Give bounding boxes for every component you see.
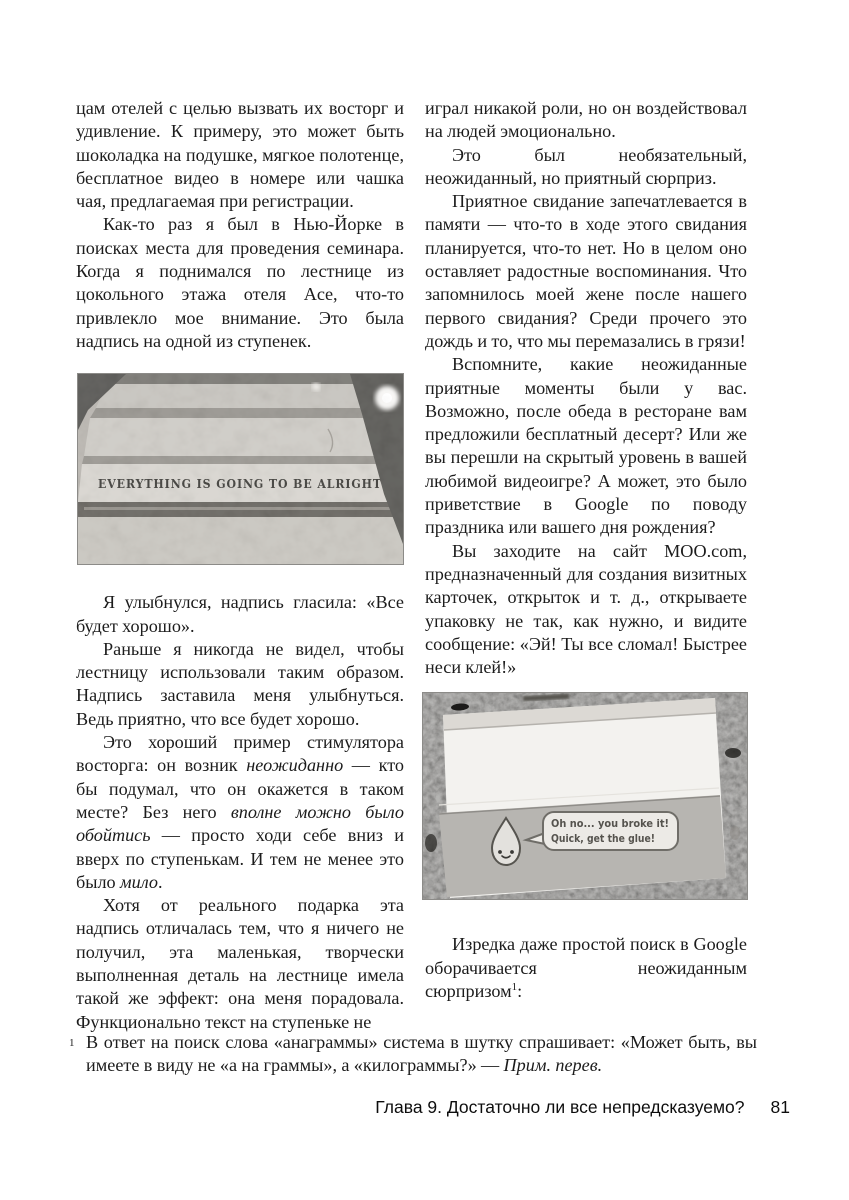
paragraph: Как-то раз я был в Нью-Йорке в поисках места для проведения семинара. Когда я поднимался по лестнице из цокольного этажа отеля Ace, что-то привлекло мое внимание. Это была надпись на одной из ступенек. — [76, 214, 404, 351]
page-number: 81 — [770, 1097, 790, 1117]
paragraph: Вы заходите на сайт MOO.com, предназначенный для создания визитных карточек, открыток и т. д., открываете упаковку не так, как нужно, и видите сообщение: «Эй! Ты все сломал! Быстрее неси клей!» — [425, 540, 747, 678]
paragraph: Вспомните, какие неожиданные приятные моменты были у вас. Возможно, после обеда в ресторане вам предложили бесплатный десерт? Или же вы перешли на скрытый уровень в вашей любимой видеоигре? А может, это было приветствие в Google по поводу праздника или вашего дня рождения? — [425, 354, 747, 538]
paragraph: Я улыбнулся, надпись гласила: «Все будет хорошо». — [76, 592, 404, 636]
right-column-upper-text — [425, 97, 747, 679]
stairs-photo-figure — [77, 373, 404, 565]
right-column — [425, 97, 747, 1003]
left-column-lower-text — [76, 591, 404, 1034]
droplet-eye-left — [498, 851, 502, 855]
paragraph: цам отелей с целью вызвать их восторг и удивление. К примеру, это может быть шоколадка на подушке, мягкое полотенце, бесплатное видео в номере или чашка чая, предлагаемая при регистрации. — [76, 98, 404, 212]
running-chapter-title: Глава 9. Достаточно ли все непредсказуемо? — [375, 1097, 745, 1117]
paragraph: Это хороший пример стимулятора восторга: он возник неожиданно — кто бы подумал, что он окажется в таком месте? Без него вполне можно было обойтись — просто ходи себе вниз и вверх по ступенькам. И тем не менее это было мило. — [76, 732, 405, 892]
page-footer — [76, 1097, 790, 1118]
stair-step-text: EVERYTHING IS GOING TO BE ALRIGHT — [98, 477, 382, 492]
stairs-photo — [77, 373, 404, 565]
footnote — [65, 1031, 757, 1078]
paragraph: Изредка даже простой поиск в Google оборачивается неожиданным сюрпризом$^1$: — [425, 934, 747, 1002]
footnote-text — [86, 1031, 757, 1078]
left-column-upper-text — [76, 97, 404, 353]
paragraph: Хотя от реального подарка эта надпись отличалась тем, что я ничего не получил, эта маленькая, творчески выполненная деталь на лестнице имела такой же эффект: она меня порадовала. Функционально текст на ступеньке не — [76, 895, 404, 1032]
droplet-eye-right — [510, 851, 514, 855]
paragraph: Приятное свидание запечатлевается в памяти — что-то в ходе этого свидания планируется, что-то нет. Но в целом оно оставляет радостные воспоминания. Что запомнилось моей жене после нашего первого свидания? Среди прочего это дождь и то, что мы перемазались в грязи! — [425, 191, 747, 351]
left-column — [76, 97, 404, 1034]
speech-bubble-line1: Oh no... you broke it! — [551, 817, 669, 831]
right-column-lower-text — [425, 933, 747, 1003]
paragraph: В ответ на поиск слова «анаграммы» система в шутку спрашивает: «Может быть, вы имеете в виду не «а на граммы», а «килограммы?» — Прим. перев. — [86, 1032, 757, 1076]
paragraph: играл никакой роли, но он воздействовал на людей эмоционально. — [425, 98, 747, 142]
paragraph: Это был необязательный, неожиданный, но приятный сюрприз. — [425, 144, 747, 188]
moo-package-photo-figure — [422, 692, 747, 900]
moo-package-photo — [422, 692, 748, 900]
paragraph: Раньше я никогда не видел, чтобы лестницу использовали таким образом. Надпись заставила меня улыбнуться. Ведь приятно, что все будет хорошо. — [76, 638, 404, 729]
footnote-marker: 1 — [69, 1037, 75, 1049]
speech-bubble-line2: Quick, get the glue! — [551, 832, 655, 846]
